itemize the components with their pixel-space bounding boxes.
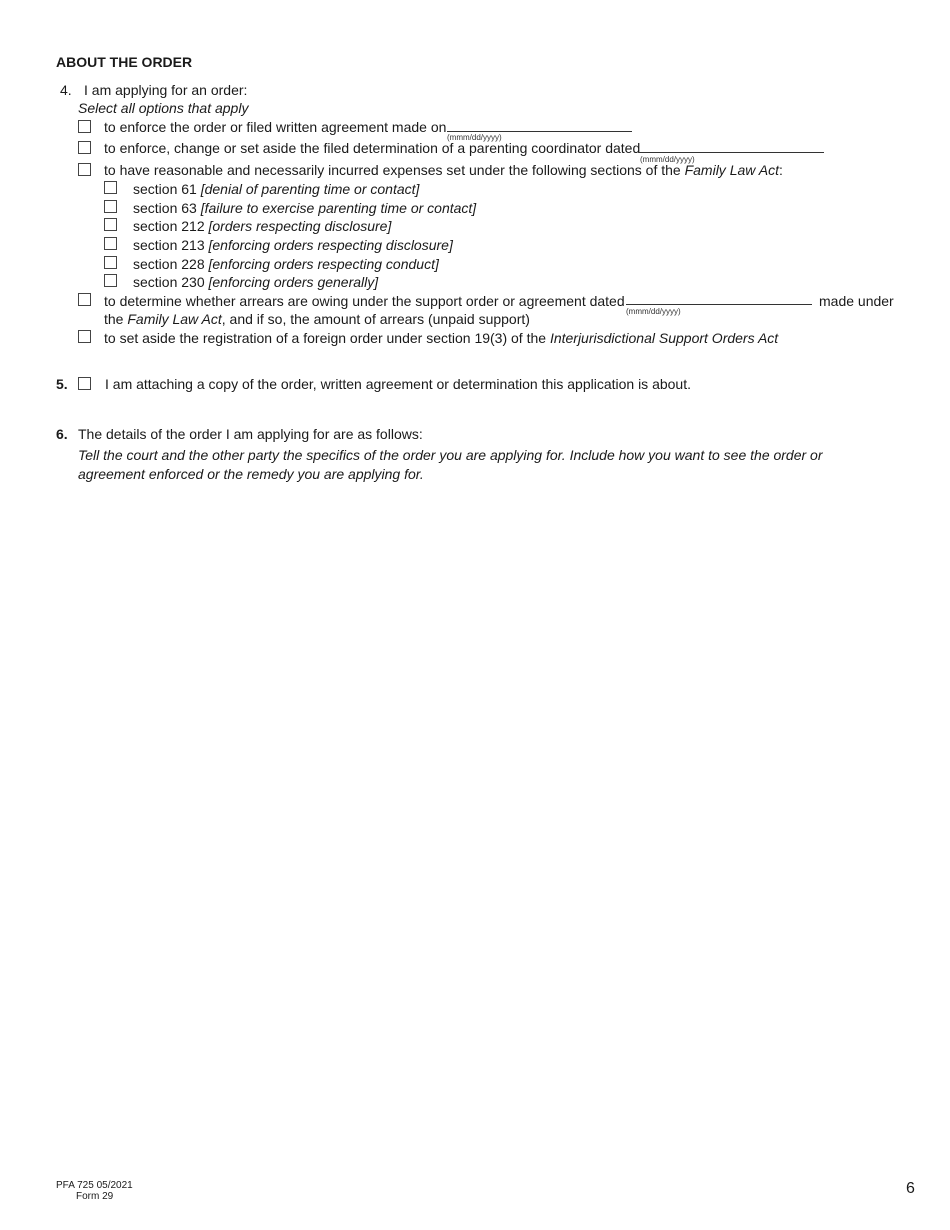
parenting-coordinator-label: to enforce, change or set aside the filed determination of a parenting coordinator dated bbox=[104, 140, 641, 156]
section-61-checkbox[interactable] bbox=[104, 181, 117, 194]
foreign-order-label: to set aside the registration of a foreign order under section 19(3) of the Interjurisdictional Support Orders Act bbox=[104, 330, 779, 346]
section-213-checkbox[interactable] bbox=[104, 237, 117, 250]
section-63-checkbox[interactable] bbox=[104, 200, 117, 213]
arrears-date-hint: (mmm/dd/yyyy) bbox=[626, 307, 681, 316]
attaching-copy-checkbox[interactable] bbox=[78, 377, 91, 390]
q6-instruction-line2: agreement enforced or the remedy you are applying for. bbox=[78, 466, 424, 482]
q4-text: I am applying for an order: bbox=[84, 82, 248, 98]
arrears-checkbox[interactable] bbox=[78, 293, 91, 306]
section-228-label: section 228 [enforcing orders respecting conduct] bbox=[133, 256, 439, 272]
enforce-order-label: to enforce the order or filed written agreement made on bbox=[104, 119, 447, 135]
order-details-text-area[interactable] bbox=[78, 490, 893, 1150]
section-213-label: section 213 [enforcing orders respecting disclosure] bbox=[133, 237, 453, 253]
enforce-order-date-hint: (mmm/dd/yyyy) bbox=[447, 133, 502, 142]
q6-text: The details of the order I am applying for are as follows: bbox=[78, 426, 423, 442]
q6-number: 6. bbox=[56, 426, 68, 442]
parenting-coordinator-checkbox[interactable] bbox=[78, 141, 91, 154]
arrears-label-line2: the Family Law Act, and if so, the amount of arrears (unpaid support) bbox=[104, 311, 530, 327]
q4-number: 4. bbox=[60, 82, 72, 98]
parenting-coordinator-date-hint: (mmm/dd/yyyy) bbox=[640, 155, 695, 164]
arrears-label: to determine whether arrears are owing under the support order or agreement dated bbox=[104, 293, 625, 309]
q5-number: 5. bbox=[56, 376, 68, 392]
expenses-checkbox[interactable] bbox=[78, 163, 91, 176]
q4-instruction: Select all options that apply bbox=[78, 100, 249, 116]
section-230-checkbox[interactable] bbox=[104, 274, 117, 287]
section-228-checkbox[interactable] bbox=[104, 256, 117, 269]
enforce-order-checkbox[interactable] bbox=[78, 120, 91, 133]
enforce-order-date-field[interactable] bbox=[447, 114, 632, 132]
expenses-label: to have reasonable and necessarily incurred expenses set under the following sections of the Family Law Act: bbox=[104, 162, 783, 178]
section-212-checkbox[interactable] bbox=[104, 218, 117, 231]
section-heading: ABOUT THE ORDER bbox=[56, 54, 193, 70]
section-63-label: section 63 [failure to exercise parenting time or contact] bbox=[133, 200, 477, 216]
section-230-label: section 230 [enforcing orders generally] bbox=[133, 274, 379, 290]
parenting-coordinator-date-field[interactable] bbox=[639, 135, 824, 153]
page-number: 6 bbox=[906, 1180, 915, 1197]
foreign-order-checkbox[interactable] bbox=[78, 330, 91, 343]
arrears-made-under: made under bbox=[819, 293, 894, 309]
form-code: PFA 725 05/2021 bbox=[56, 1180, 133, 1191]
q6-instruction-line1: Tell the court and the other party the specifics of the order you are applying for. Include how you want to see the order or bbox=[78, 447, 823, 463]
arrears-date-field[interactable] bbox=[626, 287, 812, 305]
q5-text: I am attaching a copy of the order, written agreement or determination this application is about. bbox=[105, 376, 691, 392]
form-number: Form 29 bbox=[76, 1191, 114, 1202]
section-212-label: section 212 [orders respecting disclosure] bbox=[133, 218, 392, 234]
section-61-label: section 61 [denial of parenting time or contact] bbox=[133, 181, 420, 197]
